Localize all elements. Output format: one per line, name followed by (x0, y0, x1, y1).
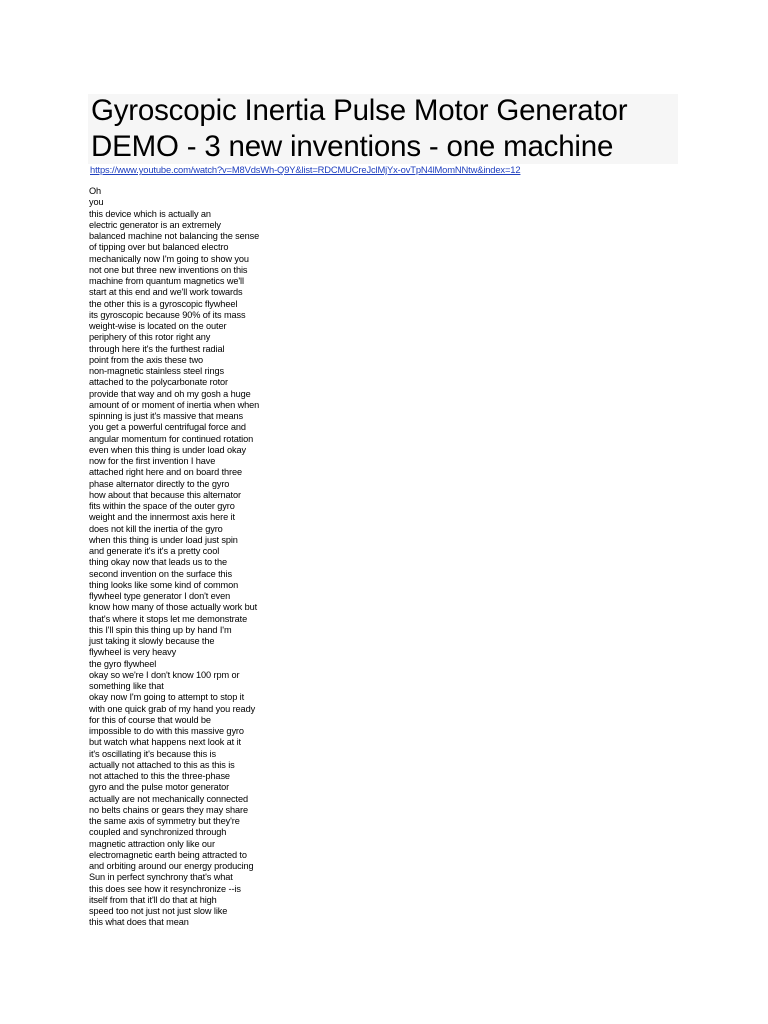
transcript-line: how about that because this alternator (89, 489, 241, 500)
transcript-line: impossible to do with this massive gyro (89, 726, 244, 736)
transcript-line: magnetic attraction only like our (89, 838, 215, 849)
transcript-line: flywheel is very heavy (89, 647, 177, 658)
transcript-line: know how many of those actually work but (89, 602, 258, 613)
transcript-line: spinning is just it's massive that means (89, 411, 244, 421)
transcript-line: itself from that it'll do that at high (89, 894, 217, 905)
transcript-line: attached to the polycarbonate rotor (89, 377, 229, 388)
transcript-line: this I'll spin this thing up by hand I'm (89, 624, 232, 635)
transcript-line: you (89, 197, 104, 208)
transcript-line: with one quick grab of my hand you ready (89, 703, 256, 714)
transcript-line: actually not attached to this as this is (89, 759, 235, 770)
transcript-line: speed too not just not just slow like (89, 906, 228, 916)
transcript-line: you get a powerful centrifugal force and (89, 422, 246, 433)
video-link[interactable]: https://www.youtube.com/watch?v=M8VdsWh-Q9Y&list=RDCMUCreJclMjYx-ovTpN4lMomNNtw&index=12 (90, 164, 521, 175)
transcript-line: provide that way and oh my gosh a huge (89, 388, 251, 399)
transcript-line: thing looks like some kind of common (89, 579, 239, 590)
transcript-line: not one but three new inventions on this (89, 264, 248, 275)
transcript-line: even when this thing is under load okay (89, 444, 246, 455)
transcript-line: okay so we're I don't know 100 rpm or (89, 669, 240, 680)
transcript-line: flywheel type generator I don't even (89, 591, 231, 601)
document-title: Gyroscopic Inertia Pulse Motor Generator DEMO - 3 new inventions - one machine (91, 94, 628, 163)
transcript-line: gyro and the pulse motor generator (89, 782, 230, 793)
transcript-line: actually are not mechanically connected (89, 793, 249, 804)
transcript-line: weight and the innermost axis here it (89, 512, 235, 523)
transcript-line: machine from quantum magnetics we'll (89, 276, 244, 286)
transcript-line: now for the first invention I have (89, 456, 216, 466)
transcript-line: electric generator is an extremely (89, 219, 221, 230)
transcript-line: angular momentum for continued rotation (89, 433, 254, 444)
transcript-line: the other this is a gyroscopic flywheel (89, 298, 238, 309)
transcript-line: through here it's the furthest radial (89, 343, 225, 354)
transcript-line: electromagnetic earth being attracted to (89, 849, 247, 860)
transcript-line: Oh (89, 186, 102, 196)
transcript-line: weight-wise is located on the outer (89, 321, 227, 331)
transcript-line: start at this end and we'll work towards (89, 287, 243, 298)
transcript-line: non-magnetic stainless steel rings (89, 366, 224, 376)
transcript-line: phase alternator directly to the gyro (89, 478, 230, 489)
transcript-line: point from the axis these two (89, 354, 204, 365)
transcript-line: this device which is actually an (89, 208, 211, 219)
transcript-line: thing okay now that leads us to the (89, 557, 227, 568)
transcript-line: the same axis of symmetry but they're (89, 816, 240, 826)
transcript-line: amount of or moment of inertia when when (89, 399, 260, 410)
transcript-line: for this of course that would be (89, 714, 211, 725)
transcript-line: it's oscillating it's because this is (89, 748, 216, 759)
transcript-line: Sun in perfect synchrony that's what (89, 872, 233, 883)
transcript-line: no belts chains or gears they may share (89, 804, 249, 815)
transcript-line: something like that (89, 681, 164, 691)
transcript-line: this what does that mean (89, 917, 189, 928)
transcript-line: its gyroscopic because 90% of its mass (89, 309, 246, 320)
transcript-line: balanced machine not balancing the sense (89, 231, 260, 241)
transcript-line: coupled and synchronized through (89, 827, 227, 838)
transcript-line: okay now I'm going to attempt to stop it (89, 692, 245, 703)
transcript-line: does not kill the inertia of the gyro (89, 523, 223, 534)
transcript-line: attached right here and on board three (89, 467, 243, 478)
transcript-line: that's where it stops let me demonstrate (89, 613, 248, 624)
transcript-line: and generate it's it's a pretty cool (89, 546, 220, 556)
transcript-line: periphery of this rotor right any (89, 332, 211, 343)
transcript-line: mechanically now I'm going to show you (89, 253, 249, 264)
transcript-line: of tipping over but balanced electro (89, 242, 229, 253)
transcript-line: and orbiting around our energy producing (89, 861, 254, 871)
transcript-body (89, 186, 289, 929)
transcript-line: when this thing is under load just spin (89, 534, 238, 545)
transcript-line: but watch what happens next look at it (89, 737, 241, 748)
transcript-line: fits within the space of the outer gyro (89, 501, 235, 511)
transcript-line: just taking it slowly because the (89, 636, 215, 646)
transcript-line: the gyro flywheel (89, 658, 157, 669)
transcript-line: not attached to this the three-phase (89, 771, 230, 781)
transcript-line: second invention on the surface this (89, 568, 232, 579)
transcript-line: this does see how it resynchronize --is (89, 883, 241, 894)
